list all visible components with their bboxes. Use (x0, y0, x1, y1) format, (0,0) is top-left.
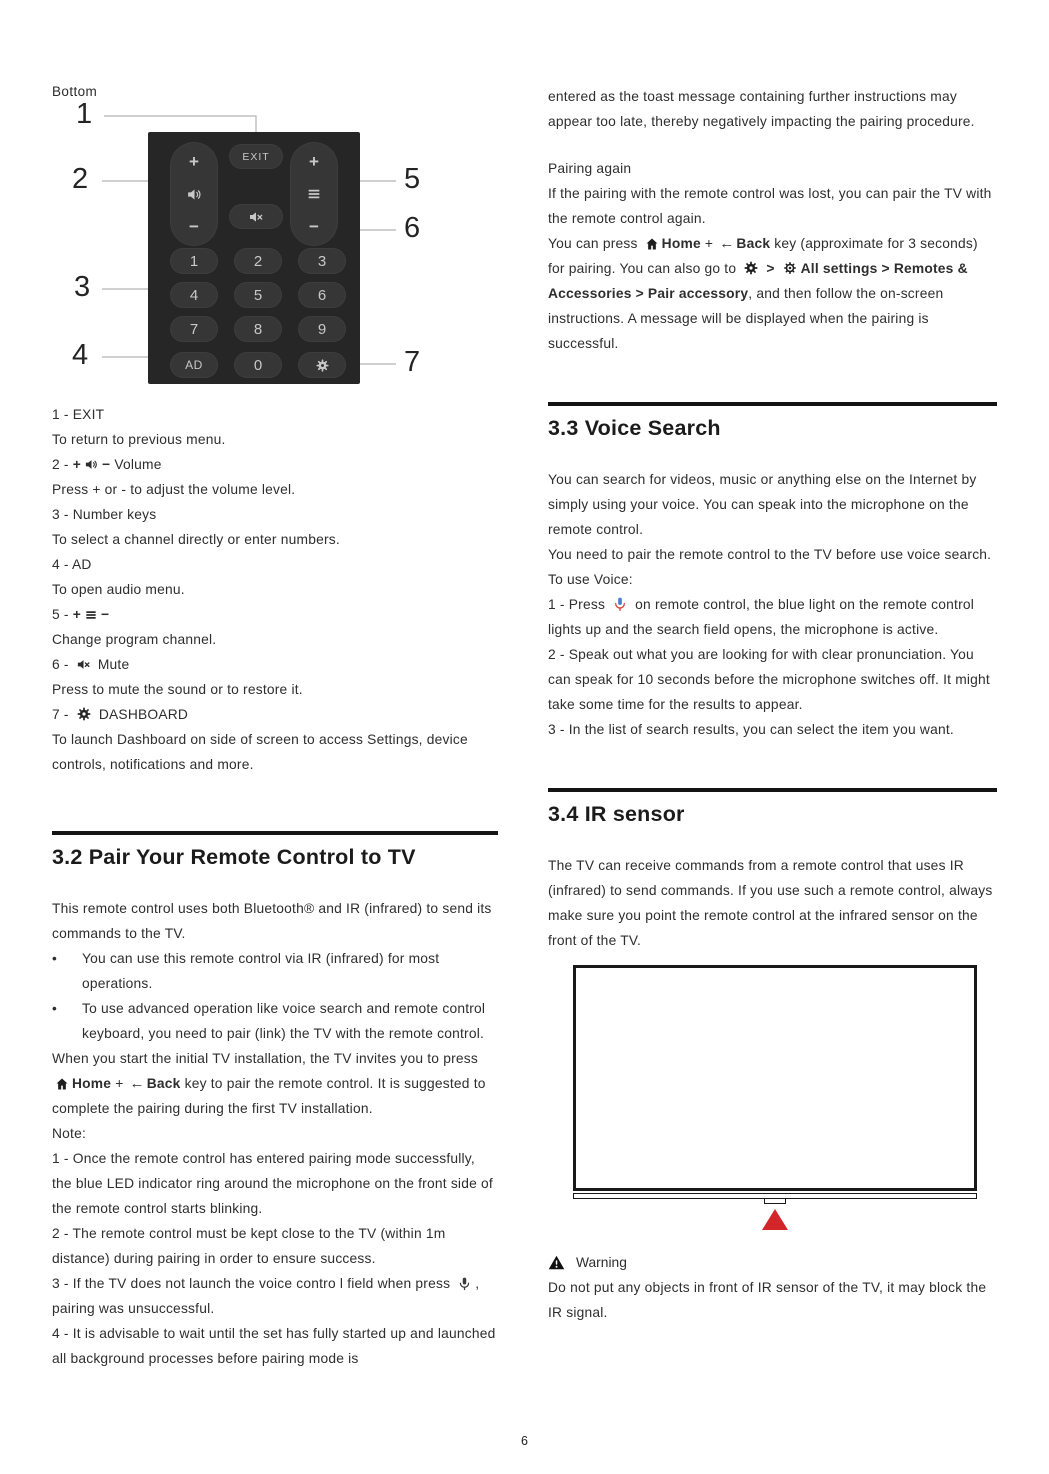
speaker-wave-icon (84, 457, 99, 472)
remote-bottom-figure (52, 84, 498, 402)
figure-label: Bottom (52, 84, 98, 99)
paragraph: If the pairing with the remote control was lost, you can pair the TV with the remote control again. (548, 186, 992, 226)
gear-icon (315, 358, 330, 373)
section-3-4-header (548, 788, 997, 827)
warning-triangle-icon (548, 1254, 565, 1271)
feature-desc: Press + or - to adjust the volume level. (52, 482, 296, 497)
note-item: 4 - It is advisable to wait until the set has fully started up and launched all background processes before pairing mode is (52, 1326, 496, 1366)
warning-title: Warning (576, 1255, 627, 1270)
paragraph: To use Voice: (548, 572, 633, 587)
section-3-2-title: 3.2 Pair Your Remote Control to TV (52, 845, 416, 869)
feature-desc: To return to previous menu. (52, 432, 226, 447)
paragraph: The TV can receive commands from a remote control that uses IR (infrared) to send commands. If you use such a remote control, always make sure you point the remote control at the infrared sensor on the front of the TV. (548, 858, 993, 948)
note-item: 1 - Once the remote control has entered pairing mode successfully, the blue LED indicator ring around the microphone on the front side of the remote control starts blinking. (52, 1151, 493, 1216)
bullet-item (52, 996, 498, 1046)
channel-list-icon (306, 186, 322, 202)
back-arrow-icon: ← (719, 235, 735, 252)
section-3-3 (548, 402, 997, 742)
section-3-3-title: 3.3 Voice Search (548, 416, 721, 440)
bullet-item (52, 946, 498, 996)
section-3-4-title: 3.4 IR sensor (548, 802, 685, 826)
remote-key-4: 4 (170, 282, 218, 308)
feature-title: 7 - DASHBOARD (52, 707, 189, 722)
right-column (548, 84, 997, 1325)
speaker-mute-icon (76, 657, 91, 672)
paragraph: You can search for videos, music or anything else on the Internet by simply using your voice. You can speak into the microphone on the remote control. (548, 472, 977, 537)
feature-item-4 (52, 552, 498, 602)
callout-4: 4 (72, 339, 89, 371)
remote-key-1: 1 (170, 248, 218, 274)
callout-2: 2 (72, 163, 89, 195)
mute-key (229, 204, 283, 229)
callout-3: 3 (74, 271, 91, 303)
gear-icon (743, 260, 759, 276)
callout-7: 7 (404, 346, 421, 378)
note-item: 2 - The remote control must be kept close to the TV (within 1m distance) during pairing in order to ensure success. (52, 1226, 446, 1266)
remote-key-9: 9 (298, 316, 346, 342)
channel-plus-label: + (309, 152, 319, 171)
feature-title: 4 - AD (52, 557, 92, 572)
ir-sensor-notch (764, 1199, 786, 1204)
volume-plus-label: + (189, 152, 199, 171)
channel-minus-label: − (309, 217, 319, 236)
feature-item-3 (52, 502, 498, 552)
callout-1: 1 (76, 98, 93, 130)
paragraph: This remote control uses both Bluetooth® and IR (infrared) to send its commands to the TV. (52, 901, 492, 941)
feature-title: 1 - EXIT (52, 407, 105, 422)
ir-sensor-pointer-triangle (762, 1209, 788, 1230)
bullet-marker: • (52, 951, 57, 966)
feature-desc: To select a channel directly or enter numbers. (52, 532, 340, 547)
step-item: 1 - Press on remote control, the blue light on the remote control lights up and the search field opens, the microphone is active. (548, 597, 975, 637)
feature-desc: Change program channel. (52, 632, 217, 647)
feature-title: 5 - + − (52, 607, 110, 622)
bullet-text: You can use this remote control via IR (infrared) for most operations. (82, 951, 440, 991)
feature-list (52, 402, 498, 777)
callout-5: 5 (404, 163, 421, 195)
exit-key: EXIT (229, 144, 283, 169)
paragraph: You need to pair the remote control to the TV before use voice search. (548, 547, 992, 562)
feature-desc: To launch Dashboard on side of screen to access Settings, device controls, notifications and more. (52, 732, 468, 772)
feature-title: 2 - + − Volume (52, 457, 162, 472)
paragraph: When you start the initial TV installation, the TV invites you to press Home + ← Back key to pair the remote control. It is suggested to complete the pairing during the first TV installation. (52, 1051, 486, 1116)
remote-key-7: 7 (170, 316, 218, 342)
remote-key-3: 3 (298, 248, 346, 274)
feature-desc: To open audio menu. (52, 582, 185, 597)
remote-key-0: 0 (234, 352, 282, 378)
tv-ir-sensor-figure (573, 965, 977, 1230)
page-number: 6 (521, 1434, 528, 1448)
channel-list-icon (84, 608, 98, 622)
speaker-mute-icon (248, 209, 264, 225)
note-item: 3 - If the TV does not launch the voice contro l field when press , pairing was unsuccessful. (52, 1276, 480, 1316)
remote-key-6: 6 (298, 282, 346, 308)
step-item: 3 - In the list of search results, you can select the item you want. (548, 722, 954, 737)
step-item: 2 - Speak out what you are looking for with clear pronunciation. You can speak for 10 seconds before the microphone switches off. It might take some time for the results to appear. (548, 647, 990, 712)
tv-screen-outline (573, 965, 977, 1191)
paragraph: You can press Home + ← Back key (approximate for 3 seconds) for pairing. You can also go to > All settings > Remotes & Accessories > Pair accessory, and then follow the on-screen instructions. A message will be displayed when the pairing is successful. (548, 235, 978, 351)
speaker-wave-icon (186, 186, 203, 203)
feature-item-6 (52, 652, 498, 702)
section-3-2-header (52, 831, 498, 870)
gear-outline-icon (782, 260, 798, 276)
bullet-marker: • (52, 1001, 57, 1016)
remote-key-2: 2 (234, 248, 282, 274)
feature-desc: Press to mute the sound or to restore it. (52, 682, 303, 697)
paragraph: entered as the toast message containing further instructions may appear too late, thereby negatively impacting the pairing procedure. (548, 89, 975, 129)
feature-title: 6 - Mute (52, 657, 130, 672)
back-arrow-icon: ← (129, 1075, 145, 1092)
warning-header (548, 1250, 997, 1275)
pairing-again-title: Pairing again (548, 161, 632, 176)
warning-text: Do not put any objects in front of IR sensor of the TV, it may block the IR signal. (548, 1280, 987, 1320)
bullet-text: To use advanced operation like voice search and remote control keyboard, you need to pair (link) the TV with the remote control. (82, 1001, 486, 1041)
volume-minus-label: − (189, 217, 199, 236)
feature-item-1 (52, 402, 498, 452)
dashboard-key (298, 352, 346, 378)
feature-item-2 (52, 452, 498, 502)
gear-icon (76, 706, 92, 722)
feature-title: 3 - Number keys (52, 507, 157, 522)
ad-key: AD (170, 352, 218, 378)
microphone-icon (612, 596, 628, 612)
callout-6: 6 (404, 212, 421, 244)
volume-rocker-key (170, 142, 218, 246)
remote-key-8: 8 (234, 316, 282, 342)
note-label: Note: (52, 1126, 87, 1141)
section-3-4 (548, 788, 997, 1325)
feature-item-7 (52, 702, 498, 777)
section-3-2 (52, 831, 498, 1371)
channel-rocker-key (290, 142, 338, 246)
feature-item-5 (52, 602, 498, 652)
section-3-3-header (548, 402, 997, 441)
microphone-icon (457, 1276, 472, 1291)
left-column (52, 84, 498, 1371)
home-icon (645, 237, 659, 251)
remote-key-5: 5 (234, 282, 282, 308)
remote-control-illustration (148, 132, 360, 384)
home-icon (55, 1077, 69, 1091)
